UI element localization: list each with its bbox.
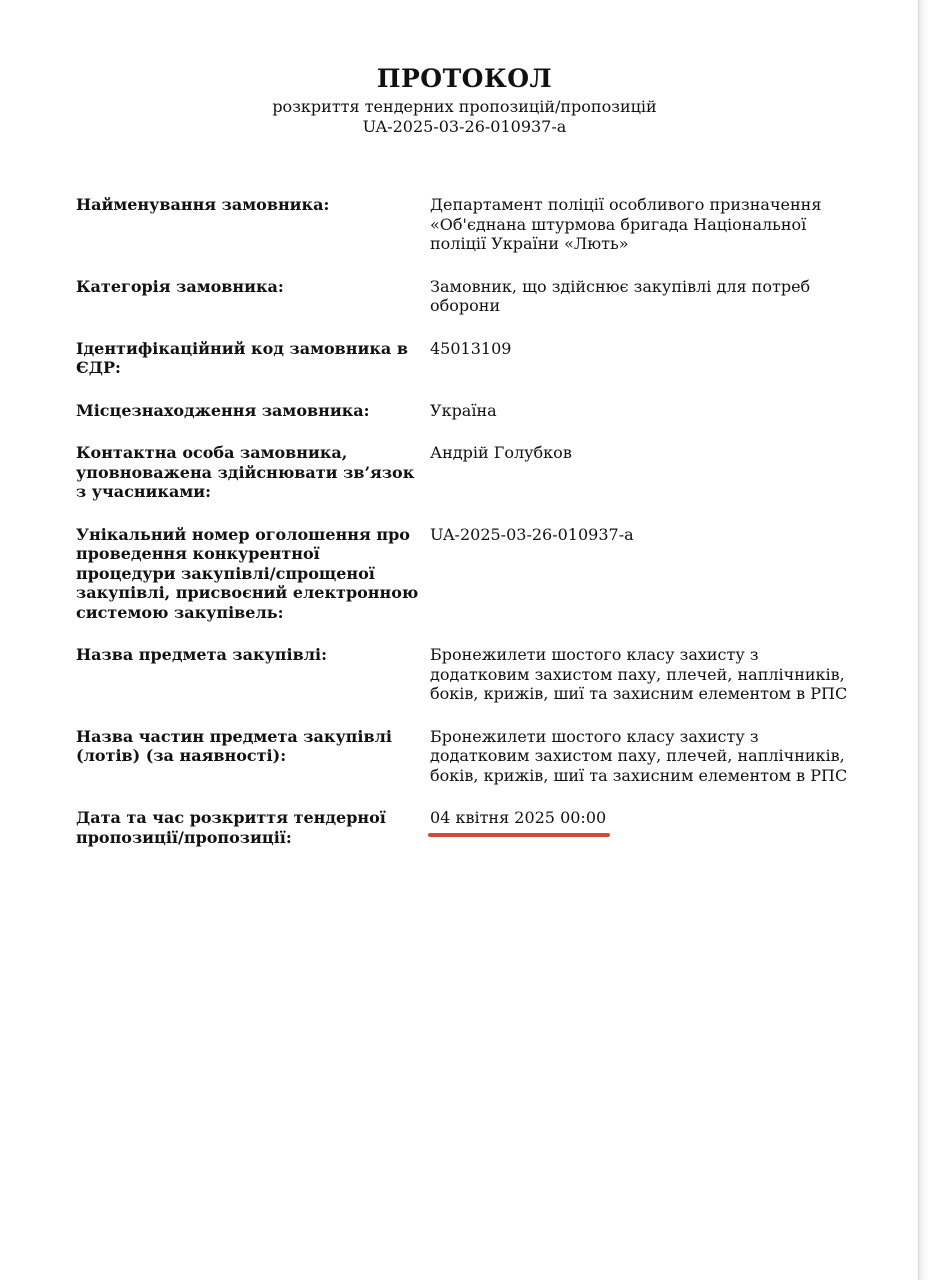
field-opening-datetime: [76, 808, 866, 847]
field-procurement-subject: [76, 645, 866, 704]
field-label: Місцезнаходження замовника:: [76, 400, 370, 420]
field-customer-category: [76, 277, 866, 316]
opening-datetime-highlight: [430, 808, 606, 828]
field-value: Україна: [430, 400, 497, 420]
field-label: Ідентифікаційний код замовника в ЄДР:: [76, 338, 408, 377]
field-label: Категорія замовника:: [76, 276, 284, 296]
field-label: Найменування замовника:: [76, 195, 330, 214]
opening-datetime-text: 04 квітня 2025 00:00: [430, 808, 607, 827]
field-customer-location: [76, 401, 866, 421]
field-announcement-number: [76, 525, 866, 623]
field-customer-name: [76, 195, 866, 254]
field-value: Бронежилети шостого класу захисту з додатковим захистом паху, плечей, наплічників, боків, крижів, шиї та захисним елементом в РПС: [430, 726, 848, 785]
document-subtitle: розкриття тендерних пропозицій/пропозицій: [272, 97, 657, 116]
red-underline-mark: [428, 833, 610, 837]
document-number: UA-2025-03-26-010937-a: [362, 117, 567, 136]
field-value: Департамент поліції особливого призначення «Об'єднана штурмова бригада Національної поліції України «Лють»: [430, 195, 822, 253]
field-contact-person: [76, 443, 866, 502]
field-value: [430, 808, 860, 828]
document-header: [0, 64, 929, 137]
field-label: Унікальний номер оголошення про проведення конкурентної процедури закупівлі/спрощеної закупівлі, присвоєний електронною системою закупівель:: [76, 524, 419, 622]
field-value: Андрій Голубков: [430, 443, 572, 462]
field-label: Контактна особа замовника, уповноважена здійснювати зв’язок з учасниками:: [76, 443, 415, 501]
field-edr-code: [76, 339, 866, 378]
field-procurement-lots: [76, 727, 866, 786]
field-label: Назва предмета закупівлі:: [76, 645, 327, 664]
protocol-fields: [76, 195, 866, 870]
field-value: 45013109: [430, 338, 512, 358]
document-title: ПРОТОКОЛ: [376, 64, 553, 93]
field-label: Назва частин предмета закупівлі (лотів) (за наявності):: [76, 726, 392, 765]
field-value: Замовник, що здійснює закупівлі для потреб оборони: [430, 276, 811, 315]
field-label: Дата та час розкриття тендерної пропозиції/пропозиції:: [76, 808, 386, 847]
field-value: Бронежилети шостого класу захисту з додатковим захистом паху, плечей, наплічників, боків, крижів, шиї та захисним елементом в РПС: [430, 645, 848, 703]
page-edge: [918, 0, 929, 1280]
field-value: UA-2025-03-26-010937-a: [430, 524, 634, 544]
